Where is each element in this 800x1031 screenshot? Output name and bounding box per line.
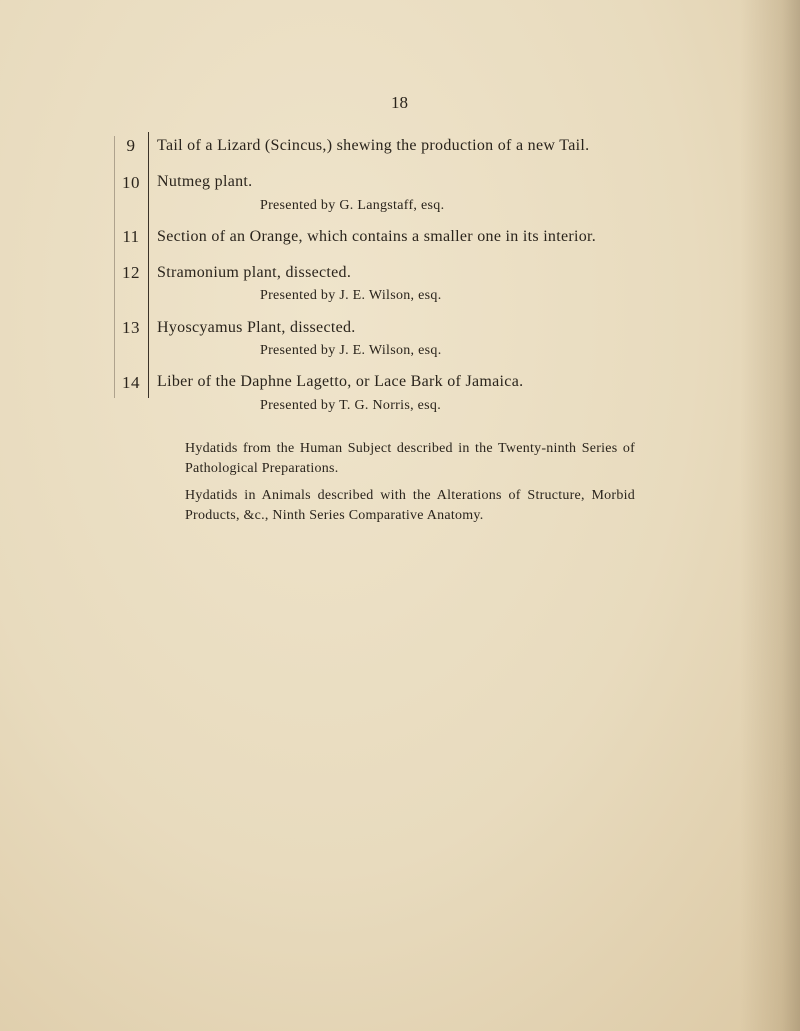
entry-presenter-13: Presented by J. E. Wilson, esq. bbox=[260, 343, 442, 358]
entry-presenter-14: Presented by T. G. Norris, esq. bbox=[260, 398, 442, 413]
entry-title-9: Tail of a Lizard (Scincus,) shewing the production of a new Tail. bbox=[157, 137, 590, 154]
note-line: Hydatids in Animals described with the Alterations of Structure, Morbid bbox=[185, 488, 635, 503]
entry-number-10: 10 bbox=[122, 173, 140, 192]
note-human-hydatids bbox=[185, 439, 635, 479]
entry-number-9: 9 bbox=[126, 136, 136, 155]
left-margin-rule bbox=[114, 136, 115, 398]
entry-title-13: Hyoscyamus Plant, dissected. bbox=[157, 319, 356, 336]
note-line: Hydatids from the Human Subject described in the Twenty-ninth Series of bbox=[185, 441, 635, 456]
note-line: Pathological Preparations. bbox=[185, 461, 339, 476]
entry-title-11: Section of an Orange, which contains a smaller one in its interior. bbox=[157, 228, 597, 245]
entry-presenter-12: Presented by J. E. Wilson, esq. bbox=[260, 288, 442, 303]
note-line: Products, &c., Ninth Series Comparative Anatomy. bbox=[185, 508, 484, 523]
entry-title-10: Nutmeg plant. bbox=[157, 173, 253, 190]
entry-number-12: 12 bbox=[122, 263, 140, 282]
entry-title-12: Stramonium plant, dissected. bbox=[157, 264, 352, 281]
page-number: 18 bbox=[391, 93, 408, 112]
entry-number-11: 11 bbox=[122, 227, 140, 246]
entry-number-14: 14 bbox=[122, 373, 140, 392]
note-animal-hydatids bbox=[185, 486, 635, 526]
page-edge-shadow bbox=[740, 0, 800, 1031]
entry-title-14: Liber of the Daphne Lagetto, or Lace Bark of Jamaica. bbox=[157, 373, 524, 390]
entry-number-13: 13 bbox=[122, 318, 140, 337]
entry-presenter-10: Presented by G. Langstaff, esq. bbox=[260, 198, 445, 213]
number-column-divider bbox=[148, 132, 149, 398]
